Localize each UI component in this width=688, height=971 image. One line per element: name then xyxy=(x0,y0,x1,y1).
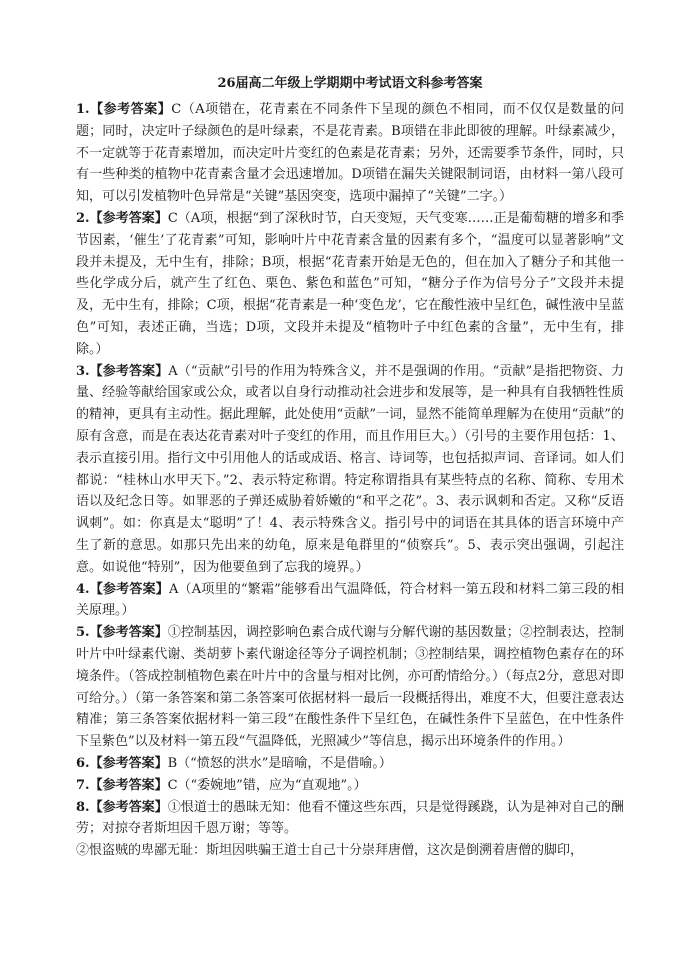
answer-4 xyxy=(76,579,624,623)
answer-7 xyxy=(76,775,624,797)
answer-text: ①恨道士的愚昧无知：他看不懂这些东西，只是觉得蹊跷，认为是神对自己的酬劳；对掠夺者斯坦因千恩万谢；等等。 xyxy=(76,799,624,837)
answer-lead: 5.【参考答案】 xyxy=(76,625,168,641)
answer-text: ①控制基因，调控影响色素合成代谢与分解代谢的基因数量；②控制表达，控制叶片中叶绿素代谢、类胡萝卜素代谢途径等分子调控机制；③控制结果，调控植物色素存在的环境条件。（答成控制植物色素在叶片中的含量与相对比例，亦可酌情给分。）（每点2分，意思对即可给分。）（第一条答案和第二条答案可依据材料一最后一段概括得出，难度不大，但要注意表达精准；第三条答案依据材料一第三段“在酸性条件下呈红色，在碱性条件下呈蓝色，在中性条件下呈紫色”以及材料一第五段“气温降低，光照减少”等信息，揭示出环境条件的作用。） xyxy=(76,625,624,750)
answer-8-continued xyxy=(76,840,624,862)
answer-lead: 1.【参考答案】 xyxy=(76,102,172,117)
answer-text: C（A项，根据“到了深秋时节，白天变短，天气变寒……正是葡萄糖的增多和季节因素，‘催生’了花青素”可知，影响叶片中花青素含量的因素有多个，“温度可以显著影响”文段并未提及，无中生有，排除；B项，根据“花青素开始是无色的，但在加入了糖分子和其他一些化学成分后，就产生了红色、栗色、紫色和蓝色”可知，“糖分子作为信号分子”文段并未提及，无中生有，排除；C项，根据“花青素是一种‘变色龙’，它在酸性液中呈红色，碱性液中呈蓝色”可知，表述正确，当选；D项，文段并未提及“植物叶子中红色素的含量”，无中生有，排除。） xyxy=(76,210,625,357)
answer-text: C（A项错在，花青素在不同条件下呈现的颜色不相同，而不仅仅是数量的问题；同时，决定叶子绿颜色的是叶绿素，不是花青素。B项错在非此即彼的理解。叶绿素减少，不一定就等于花青素增加，而决定叶片变红的色素是花青素；另外，还需要季节条件，同时，只有一些种类的植物中花青素含量才会迅速增加。D项错在漏失关键限制词语，由材料一第八段可知，可以引发植物叶色异常是“关键”基因突变，选项中漏掉了“关键”二字。） xyxy=(76,102,624,205)
answer-lead: 4.【参考答案】 xyxy=(76,581,169,597)
answer-1 xyxy=(76,99,624,208)
answer-2 xyxy=(76,208,624,361)
answer-text: ②恨盗贼的卑鄙无耻：斯坦因哄骗王道士自己十分崇拜唐僧，这次是倒溯着唐僧的脚印， xyxy=(76,843,584,859)
answer-6 xyxy=(76,753,624,775)
answer-text: C（“委婉地”错，应为“直观地”。） xyxy=(167,777,367,793)
answer-lead: 8.【参考答案】 xyxy=(76,799,168,815)
answer-lead: 2.【参考答案】 xyxy=(76,210,168,226)
answer-3 xyxy=(76,361,624,579)
answer-lead: 7.【参考答案】 xyxy=(76,777,168,793)
answer-lead: 6.【参考答案】 xyxy=(76,755,168,771)
answer-text: A（A项里的“繁霜”能够看出气温降低，符合材料一第五段和材料二第三段的相关原理。） xyxy=(76,581,624,619)
answer-5 xyxy=(76,622,624,753)
answer-text: A（“贡献”引号的作用为特殊含义，并不是强调的作用。“贡献”是指把物资、力量、经验等献给国家或公众，或者以自身行动推动社会进步和发展等，是一种具有自我牺牲性质的精神，更具有主动性。据此理解，此处使用“贡献”一词，显然不能简单理解为在使用“贡献”的原有含意，而是在表达花青素对叶子变红的作用，而且作用巨大。）（引号的主要作用包括：1、表示直接引用。指行文中引用他人的话或成语、格言、诗词等，也包括拟声词、音译词。如人们都说：“桂林山水甲天下。”2、表示特定称谓。特定称谓指具有某些特点的名称、简称、专用术语以及纪念日等。如罪恶的子弹还威胁着娇嫩的“和平之花”。3、表示讽刺和否定。又称“反语讽刺”。如：你真是太“聪明”了！4、表示特殊含义。指引号中的词语在其具体的语言环境中产生了新的意思。如那只先出来的幼龟，原来是龟群里的“侦察兵”。5、表示突出强调，引起注意。如说他“特别”，因为他要鱼到了忘我的境界。） xyxy=(76,363,624,575)
answer-text: B（“愤怒的洪水”是暗喻，不是借喻。） xyxy=(167,755,392,771)
document-title: 26届高二年级上学期期中考试语文科参考答案 xyxy=(217,76,483,91)
answer-8 xyxy=(76,797,624,841)
answer-document xyxy=(76,74,624,862)
answer-lead: 3.【参考答案】 xyxy=(76,363,169,379)
